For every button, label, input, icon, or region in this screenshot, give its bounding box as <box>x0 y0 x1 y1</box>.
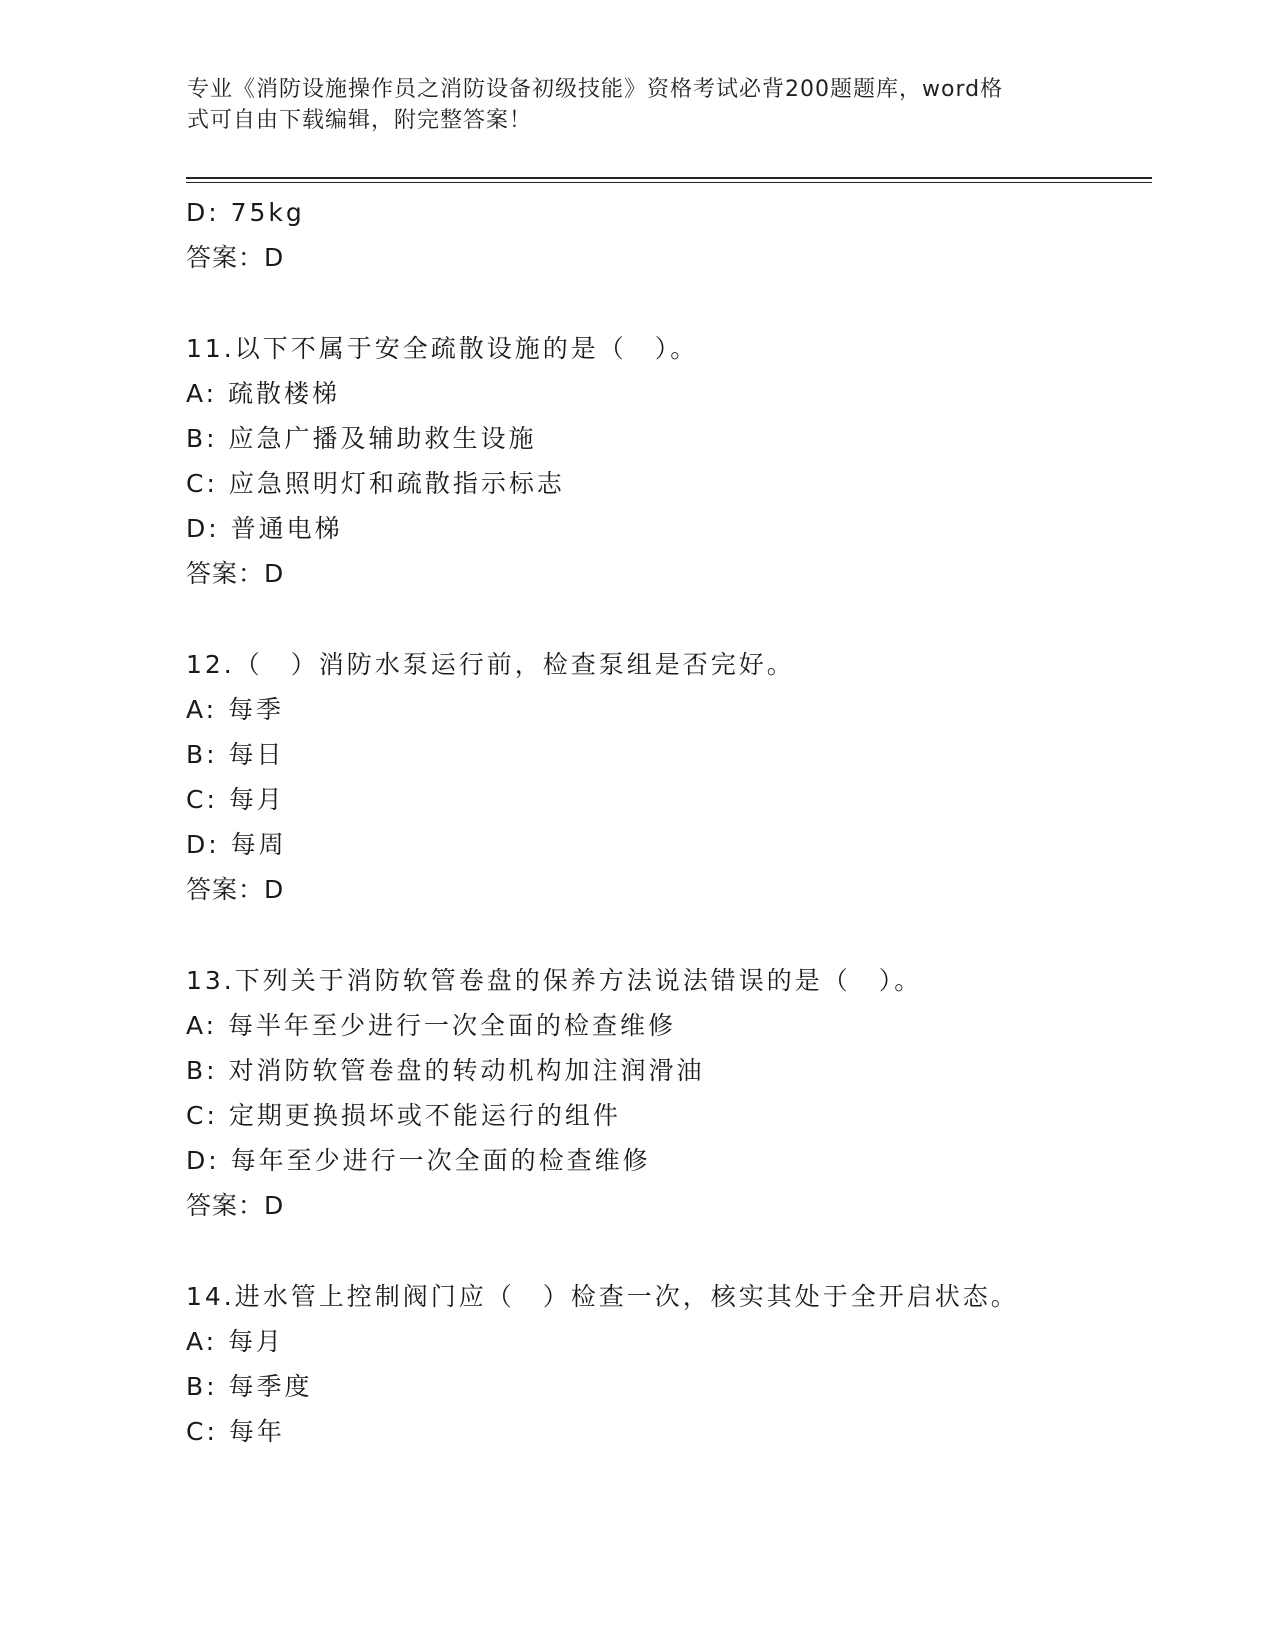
spacer <box>186 1228 1146 1274</box>
option-d: D: 每年至少进行一次全面的检查维修 <box>186 1146 651 1175</box>
option-c: C: 定期更换损坏或不能运行的组件 <box>186 1101 621 1130</box>
option-d-fragment: D: 75kg <box>186 198 305 227</box>
option-b: B: 应急广播及辅助救生设施 <box>186 424 537 453</box>
header-line-2: 式可自由下载编辑，附完整答案！ <box>187 108 533 133</box>
question-stem: 11.以下不属于安全疏散设施的是（ ）。 <box>186 334 699 363</box>
question-13 <box>186 958 1146 1228</box>
header-divider-thick <box>186 177 1152 179</box>
answer: 答案：D <box>186 1191 285 1220</box>
option-a: A: 每季 <box>186 695 285 724</box>
answer: 答案：D <box>186 559 285 588</box>
option-a: A: 疏散楼梯 <box>186 379 341 408</box>
header-line-1: 专业《消防设施操作员之消防设备初级技能》资格考试必背200题题库，word格 <box>187 77 1004 102</box>
spacer <box>186 280 1146 326</box>
spacer <box>186 596 1146 642</box>
answer-fragment: 答案：D <box>186 243 285 272</box>
question-list <box>186 190 1146 1454</box>
option-a: A: 每半年至少进行一次全面的检查维修 <box>186 1011 677 1040</box>
header-divider-thin <box>186 182 1152 183</box>
option-c: C: 每月 <box>186 785 285 814</box>
option-b: B: 每日 <box>186 740 285 769</box>
option-c: C: 每年 <box>186 1417 285 1446</box>
question-12 <box>186 642 1146 912</box>
option-a: A: 每月 <box>186 1327 285 1356</box>
document-header <box>187 74 1067 136</box>
option-d: D: 普通电梯 <box>186 514 343 543</box>
question-14 <box>186 1274 1146 1454</box>
spacer <box>186 912 1146 958</box>
question-stem: 14.进水管上控制阀门应（ ）检查一次，核实其处于全开启状态。 <box>186 1282 1019 1311</box>
question-stem: 13.下列关于消防软管卷盘的保养方法说法错误的是（ ）。 <box>186 966 923 995</box>
option-c: C: 应急照明灯和疏散指示标志 <box>186 469 565 498</box>
question-11 <box>186 326 1146 596</box>
option-b: B: 对消防软管卷盘的转动机构加注润滑油 <box>186 1056 705 1085</box>
option-b: B: 每季度 <box>186 1372 313 1401</box>
question-stem: 12.（ ）消防水泵运行前，检查泵组是否完好。 <box>186 650 795 679</box>
option-d: D: 每周 <box>186 830 287 859</box>
answer: 答案：D <box>186 875 285 904</box>
